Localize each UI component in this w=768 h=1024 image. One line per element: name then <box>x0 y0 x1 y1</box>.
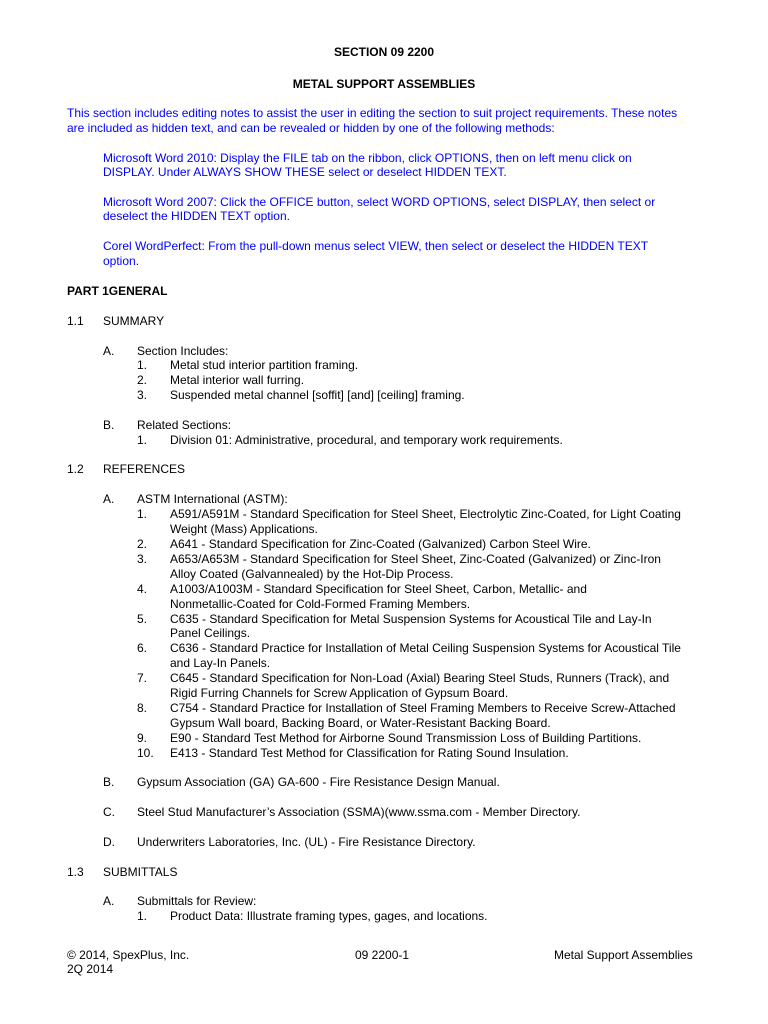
list-item-text-cont: Weight (Mass) Applications. <box>170 522 318 536</box>
note-word2007-line-1: Microsoft Word 2007: Click the OFFICE button, select WORD OPTIONS, select DISPLAY, then select or <box>103 195 656 209</box>
list-item-text: Suspended metal channel [soffit] [and] [ceiling] framing. <box>170 388 465 402</box>
footer-doc-title: Metal Support Assemblies <box>554 948 693 962</box>
list-item-text: Metal interior wall furring. <box>170 373 305 387</box>
paragraph-letter: B. <box>103 775 115 789</box>
list-item-text: Product Data: Illustrate framing types, gages, and locations. <box>170 909 488 923</box>
list-item-number: 4. <box>137 582 148 596</box>
paragraph-letter: A. <box>103 492 115 506</box>
footer-copyright: © 2014, SpexPlus, Inc. <box>67 948 190 962</box>
list-item-text: C754 - Standard Practice for Installation of Steel Framing Members to Receive Screw-Attached <box>170 701 676 715</box>
note-word2010-line-2: DISPLAY. Under ALWAYS SHOW THESE select or deselect HIDDEN TEXT. <box>103 165 507 179</box>
paragraph-label: Submittals for Review: <box>137 894 257 908</box>
list-item-text: A591/A591M - Standard Specification for Steel Sheet, Electrolytic Zinc-Coated, for Light Coating <box>170 507 681 521</box>
list-item-number: 7. <box>137 671 148 685</box>
article-number: 1.3 <box>67 865 84 879</box>
list-item-number: 2. <box>137 537 148 551</box>
list-item-text: A1003/A1003M - Standard Specification for Steel Sheet, Carbon, Metallic- and <box>170 582 587 596</box>
article-title: REFERENCES <box>103 462 186 476</box>
list-item-text-cont: Gypsum Wall board, Backing Board, or Water-Resistant Backing Board. <box>170 716 551 730</box>
list-item-number: 3. <box>137 388 148 402</box>
note-word2007-line-2: deselect the HIDDEN TEXT option. <box>103 209 290 223</box>
list-item-text: A641 - Standard Specification for Zinc-Coated (Galvanized) Carbon Steel Wire. <box>170 537 591 551</box>
list-item-number: 1. <box>137 358 148 372</box>
article-title: SUBMITTALS <box>103 865 178 879</box>
list-item-number: 1. <box>137 909 148 923</box>
paragraph-letter: A. <box>103 344 115 358</box>
list-item-text: A653/A653M - Standard Specification for Steel Sheet, Zinc-Coated (Galvanized) or Zinc-Iron <box>170 552 661 566</box>
list-item-text: E413 - Standard Test Method for Classification for Rating Sound Insulation. <box>170 746 569 760</box>
note-intro-line-1: This section includes editing notes to assist the user in editing the section to suit project requirements. These notes <box>67 106 678 120</box>
section-number: SECTION 09 2200 <box>333 45 435 59</box>
note-wordperfect-line-1: Corel WordPerfect: From the pull-down menus select VIEW, then select or deselect the HIDDEN TEXT <box>103 239 649 253</box>
note-wordperfect-line-2: option. <box>103 254 140 268</box>
list-item-number: 5. <box>137 612 148 626</box>
list-item-text-cont: Alloy Coated (Galvannealed) by the Hot-Dip Process. <box>170 567 454 581</box>
paragraph-label: Section Includes: <box>137 344 229 358</box>
paragraph-text: Steel Stud Manufacturer’s Association (SSMA)(www.ssma.com - Member Directory. <box>137 805 581 819</box>
list-item-text: C645 - Standard Specification for Non-Load (Axial) Bearing Steel Studs, Runners (Track), and <box>170 671 670 685</box>
footer-page-number: 09 2200-1 <box>355 948 410 962</box>
list-item-text-cont: Nonmetallic-Coated for Cold-Formed Framing Members. <box>170 597 471 611</box>
paragraph-letter: B. <box>103 418 115 432</box>
list-item-number: 8. <box>137 701 148 715</box>
paragraph-letter: D. <box>103 835 115 849</box>
list-item-number: 1. <box>137 433 148 447</box>
list-item-number: 1. <box>137 507 148 521</box>
list-item-text: Metal stud interior partition framing. <box>170 358 359 372</box>
paragraph-label: Related Sections: <box>137 418 232 432</box>
list-item-number: 3. <box>137 552 148 566</box>
article-number: 1.2 <box>67 462 84 476</box>
paragraph-text: Underwriters Laboratories, Inc. (UL) - Fire Resistance Directory. <box>137 835 476 849</box>
list-item-text-cont: and Lay-In Panels. <box>170 656 271 670</box>
part-heading: PART 1GENERAL <box>67 284 168 298</box>
list-item-number: 10. <box>137 746 154 760</box>
footer-edition: 2Q 2014 <box>67 962 114 976</box>
list-item-number: 6. <box>137 641 148 655</box>
note-intro-line-2: are included as hidden text, and can be revealed or hidden by one of the following methods: <box>67 121 555 135</box>
list-item-number: 9. <box>137 731 148 745</box>
paragraph-label: ASTM International (ASTM): <box>137 492 288 506</box>
list-item-text-cont: Rigid Furring Channels for Screw Application of Gypsum Board. <box>170 686 509 700</box>
paragraph-letter: C. <box>103 805 115 819</box>
article-title: SUMMARY <box>103 314 165 328</box>
note-word2010-line-1: Microsoft Word 2010: Display the FILE tab on the ribbon, click OPTIONS, then on left menu click on <box>103 151 632 165</box>
paragraph-letter: A. <box>103 894 115 908</box>
list-item-text: E90 - Standard Test Method for Airborne Sound Transmission Loss of Building Partitions. <box>170 731 642 745</box>
list-item-text: C635 - Standard Specification for Metal Suspension Systems for Acoustical Tile and Lay-In <box>170 612 652 626</box>
article-number: 1.1 <box>67 314 84 328</box>
list-item-text: C636 - Standard Practice for Installation of Metal Ceiling Suspension Systems for Acoustical Tile <box>170 641 681 655</box>
list-item-text-cont: Panel Ceilings. <box>170 626 251 640</box>
list-item-text: Division 01: Administrative, procedural, and temporary work requirements. <box>170 433 563 447</box>
list-item-number: 2. <box>137 373 148 387</box>
paragraph-text: Gypsum Association (GA) GA-600 - Fire Resistance Design Manual. <box>137 775 500 789</box>
section-title: METAL SUPPORT ASSEMBLIES <box>292 77 476 91</box>
